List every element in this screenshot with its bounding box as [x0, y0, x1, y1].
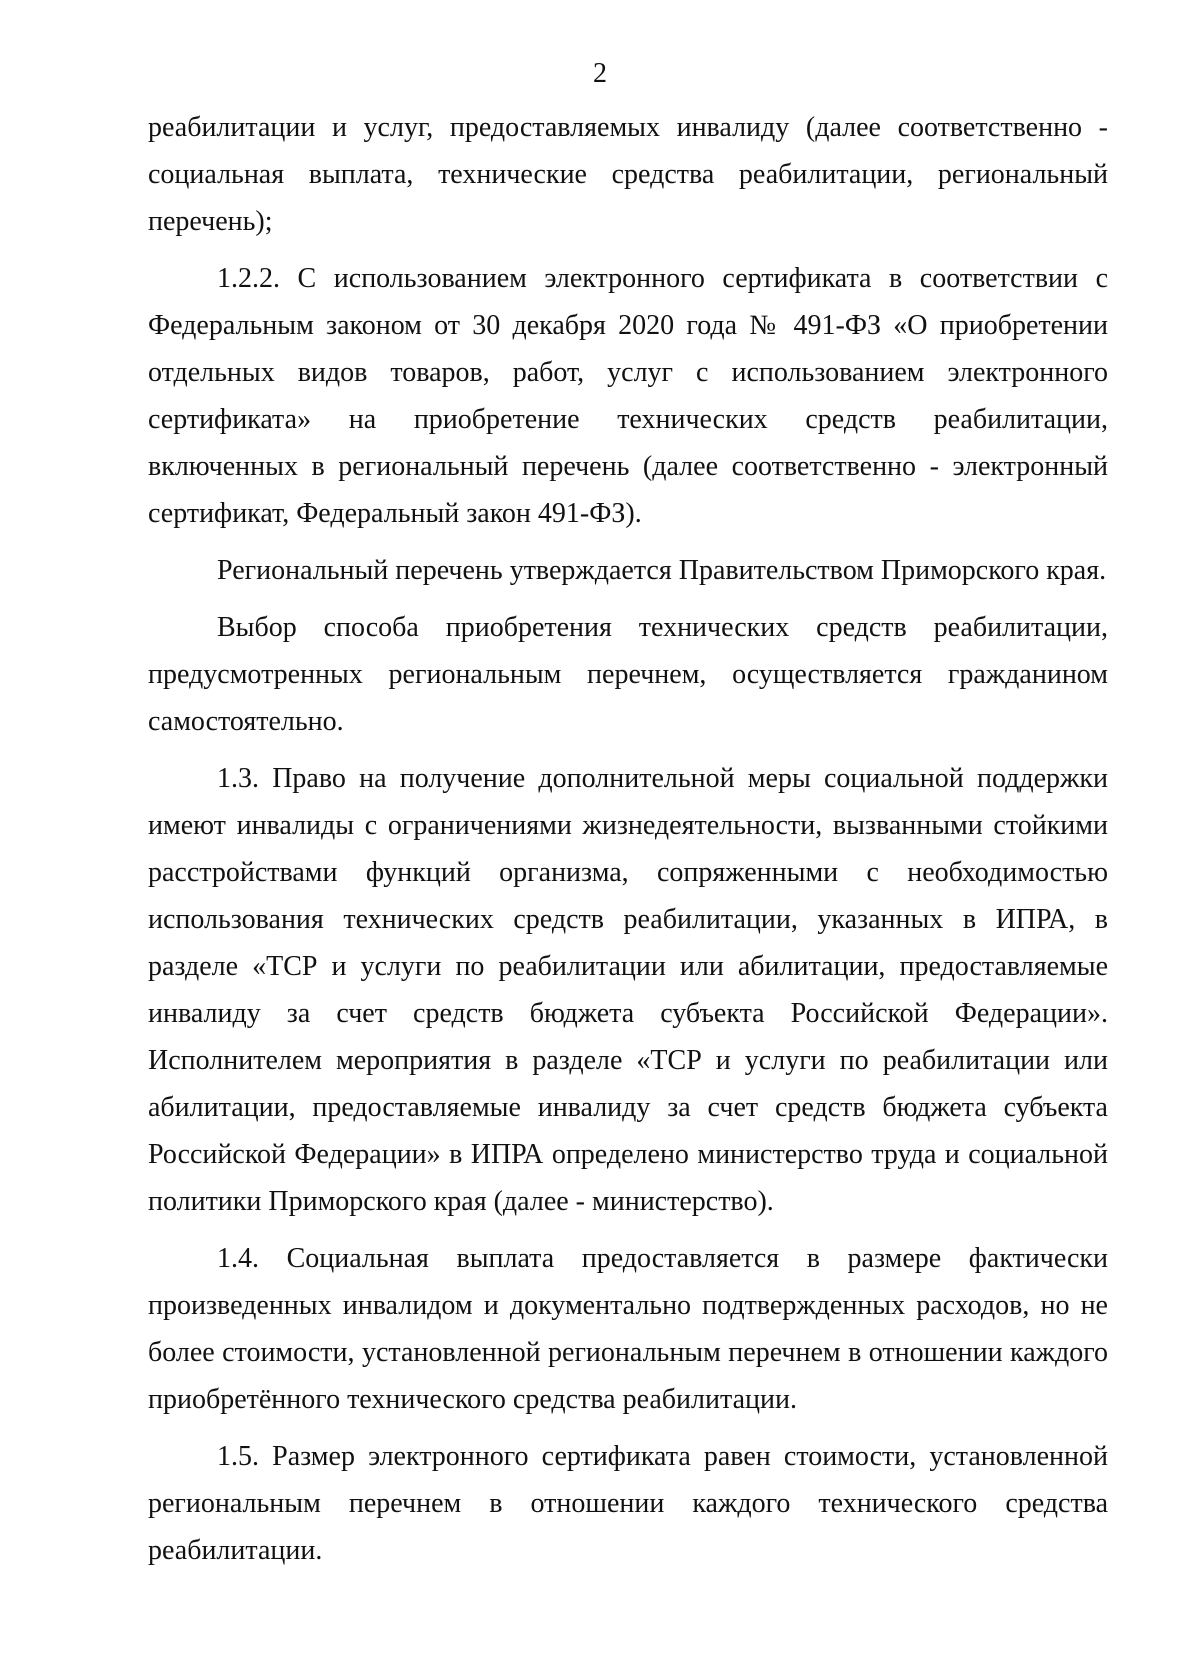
paragraph-method-choice: Выбор способа приобретения технических средств реабилитации, предусмотренных региональным перечнем, осуществляется гражданином самостоятельно.: [148, 612, 1108, 737]
paragraph-regional-list: Региональный перечень утверждается Правительством Приморского края.: [217, 555, 1107, 586]
paragraph-continuation: реабилитации и услуг, предоставляемых инвалиду (далее соответственно - социальная выплата, технические средства реабилитации, региональный перечень);: [148, 112, 1108, 237]
paragraph-1-4: 1.4. Социальная выплата предоставляется в размере фактически произведенных инвалидом и документально подтвержденных расходов, но не более стоимости, установленной региональным перечнем в отношении каждого приобретённого технического средства реабилитации.: [148, 1243, 1108, 1415]
paragraph-1-5: 1.5. Размер электронного сертификата равен стоимости, установленной региональным перечнем в отношении каждого технического средства реабилитации.: [148, 1441, 1108, 1566]
paragraph-1-2-2: 1.2.2. С использованием электронного сертификата в соответствии с Федеральным законом от 30 декабря 2020 года № 491-ФЗ «О приобретении отдельных видов товаров, работ, услуг с использованием электронного сертификата» на приобретение технических средств реабилитации, включенных в региональный перечень (далее соответственно - электронный сертификат, Федеральный закон 491-ФЗ).: [148, 263, 1108, 529]
paragraph-1-3: 1.3. Право на получение дополнительной меры социальной поддержки имеют инвалиды с ограничениями жизнедеятельности, вызванными стойкими расстройствами функций организма, сопряженными с необходимостью использования технических средств реабилитации, указанных в ИПРА, в разделе «ТСР и услуги по реабилитации или абилитации, предоставляемые инвалиду за счет средств бюджета субъекта Российской Федерации». Исполнителем мероприятия в разделе «ТСР и услуги по реабилитации или абилитации, предоставляемые инвалиду за счет средств бюджета субъекта Российской Федерации» в ИПРА определено министерство труда и социальной политики Приморского края (далее - министерство).: [148, 763, 1108, 1217]
document-body: [148, 104, 1108, 1584]
page-number: 2: [593, 58, 607, 89]
